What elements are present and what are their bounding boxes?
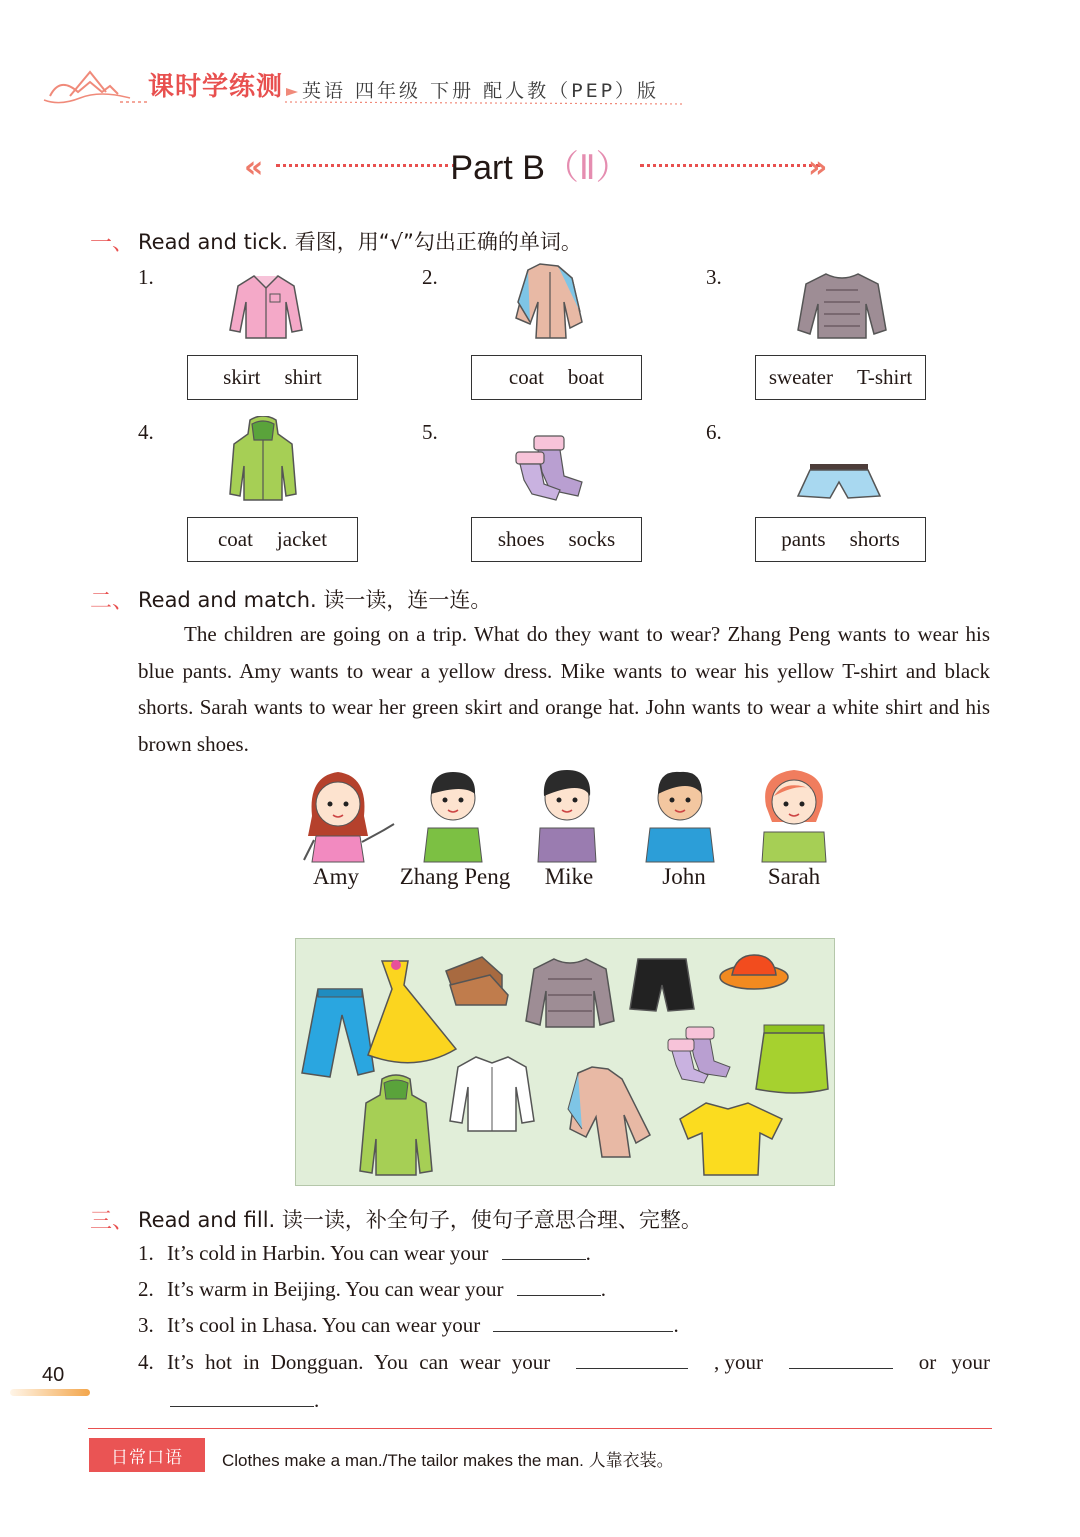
word-option[interactable]: jacket <box>276 527 328 551</box>
line-mid-2: or your <box>918 1350 990 1374</box>
yellow-tshirt-icon <box>680 1103 782 1175</box>
footer-text: Clothes make a man./The tailor makes the man. 人靠衣装。 <box>222 1451 674 1470</box>
line-text: It’s hot in Dongguan. You can wear your <box>167 1350 551 1374</box>
mike-avatar <box>532 766 602 864</box>
tick-box-6[interactable] <box>755 517 926 562</box>
right-chevron-icon: » <box>808 150 828 185</box>
line-text: It’s cold in Harbin. You can wear your <box>167 1241 489 1265</box>
tick-box-3[interactable] <box>755 355 926 400</box>
word-option[interactable]: pants <box>781 527 826 551</box>
item-number: 6. <box>706 420 722 444</box>
zhang-peng-avatar <box>418 768 488 864</box>
section1-title: Read and tick. 看图，用“√”勾出正确的单词。 <box>138 230 582 254</box>
section2-number: 二、 <box>90 589 135 614</box>
fill-line-4 <box>138 1350 990 1375</box>
word-option[interactable]: coat <box>217 527 253 551</box>
part-title <box>0 140 1080 189</box>
green-skirt-icon <box>756 1025 828 1093</box>
reading-passage: The children are going on a trip. What do they want to wear? Zhang Peng wants to wear his blue pants. Amy wants to wear a yellow dress. Mike wants to wear his yellow T-shirt and black shorts. Sarah wants to wear her green skirt and orange hat. John wants to wear a white shirt and his brown shoes. <box>138 622 990 756</box>
word-option[interactable]: sweater <box>768 365 833 389</box>
child-name-sarah: Sarah <box>767 864 821 889</box>
title-dots-right <box>640 164 820 171</box>
amy-avatar <box>302 766 398 864</box>
footer-tag: 日常口语 <box>89 1438 205 1472</box>
answer-blank[interactable] <box>502 1241 586 1260</box>
section1-number: 一、 <box>90 231 135 256</box>
blue-pants-icon <box>302 989 374 1077</box>
word-option[interactable]: T-shirt <box>856 365 913 389</box>
coat-icon <box>568 1067 650 1157</box>
answer-blank[interactable] <box>170 1388 314 1407</box>
part-title-sub: （Ⅱ） <box>544 149 630 187</box>
line-number: 1. <box>138 1241 154 1265</box>
brand-title: 课时学练测 <box>148 72 284 102</box>
answer-blank[interactable] <box>576 1350 688 1369</box>
word-option[interactable]: shoes <box>497 527 545 551</box>
child-name-john: John <box>662 864 706 889</box>
section3-title: Read and fill. 读一读，补全句子，使句子意思合理、完整。 <box>138 1208 702 1232</box>
tick-box-5[interactable] <box>471 517 642 562</box>
section3-number: 三、 <box>90 1209 135 1234</box>
tick-box-1[interactable] <box>187 355 358 400</box>
word-option[interactable]: skirt <box>223 365 261 389</box>
item-number: 4. <box>138 420 154 444</box>
yellow-dress-icon <box>368 960 456 1063</box>
child-name-zhang-peng: Zhang Peng <box>399 864 511 889</box>
line-text: It’s warm in Beijing. You can wear your <box>167 1277 504 1301</box>
section2-title: Read and match. 读一读，连一连。 <box>138 588 492 612</box>
item-number: 3. <box>706 265 722 289</box>
book-subtitle: 英语 四年级 下册 配人教（PEP）版 <box>302 80 660 102</box>
coat-icon <box>510 262 590 342</box>
line-number: 3. <box>138 1313 154 1337</box>
clothes-illustrations <box>296 939 833 1184</box>
word-option[interactable]: coat <box>508 365 544 389</box>
fill-line-1: 1. It’s cold in Harbin. You can wear your . <box>138 1241 591 1265</box>
line-text: It’s cool in Lhasa. You can wear your <box>167 1313 481 1337</box>
answer-blank[interactable] <box>493 1313 673 1332</box>
item-number: 1. <box>138 265 154 289</box>
sweater-icon <box>796 270 888 342</box>
part-title-main: Part B <box>450 149 545 187</box>
white-shirt-icon <box>450 1057 534 1131</box>
fill-line-3: 3. It’s cool in Lhasa. You can wear your . <box>138 1313 679 1337</box>
socks-icon <box>668 1027 730 1083</box>
tick-box-4[interactable] <box>187 517 358 562</box>
brown-shoes-icon <box>446 957 508 1005</box>
fill-line-4-cont: . <box>170 1388 319 1413</box>
socks-icon <box>512 432 590 502</box>
fill-line-2: 2. It’s warm in Beijing. You can wear your . <box>138 1277 607 1301</box>
footer-divider <box>88 1428 992 1429</box>
blue-shorts-icon <box>796 462 882 502</box>
green-jacket-icon <box>360 1075 432 1175</box>
page-number-bar <box>10 1389 90 1396</box>
tick-box-2[interactable] <box>471 355 642 400</box>
page-number: 40 <box>42 1364 65 1386</box>
line-number: 4. <box>138 1350 154 1374</box>
item-number: 2. <box>422 265 438 289</box>
word-option[interactable]: shirt <box>284 365 322 389</box>
child-name-mike: Mike <box>544 864 594 889</box>
answer-blank[interactable] <box>517 1277 601 1296</box>
pink-shirt-icon <box>228 272 304 342</box>
word-option[interactable]: boat <box>567 365 605 389</box>
word-option[interactable]: shorts <box>849 527 900 551</box>
answer-blank[interactable] <box>789 1350 893 1369</box>
sarah-avatar <box>756 766 832 864</box>
item-number: 5. <box>422 420 438 444</box>
sweater-icon <box>526 959 614 1027</box>
word-option[interactable]: socks <box>568 527 616 551</box>
black-shorts-icon <box>630 959 694 1011</box>
child-name-amy: Amy <box>313 864 359 889</box>
left-chevron-icon: « <box>244 150 264 185</box>
clothes-panel <box>295 938 835 1186</box>
line-mid-1: , your <box>713 1350 763 1374</box>
john-avatar <box>644 766 716 864</box>
line-number: 2. <box>138 1277 154 1301</box>
green-jacket-icon <box>228 416 298 502</box>
orange-hat-icon <box>720 955 788 989</box>
